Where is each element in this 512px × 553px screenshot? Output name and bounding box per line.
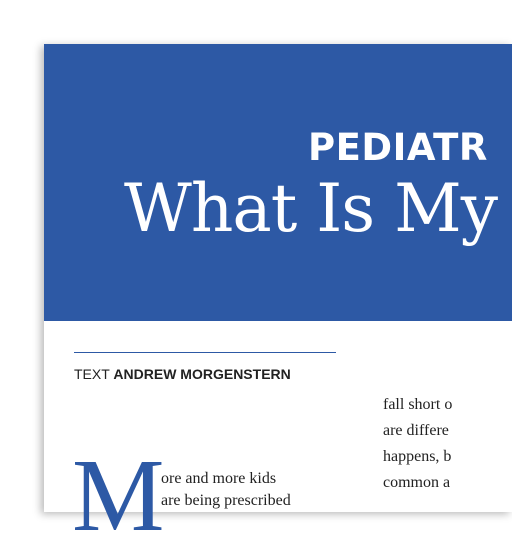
- article-headline: What Is My: [124, 170, 497, 247]
- byline-prefix: TEXT: [74, 366, 110, 382]
- drop-cap: M: [72, 438, 165, 553]
- body-column-1: [161, 468, 361, 512]
- byline-author: ANDREW MORGENSTERN: [113, 366, 291, 382]
- body-line: ore and more kids: [161, 470, 277, 487]
- body-line: happens, b: [383, 448, 452, 465]
- body-line: are being prescribed: [161, 492, 291, 509]
- section-kicker: PEDIATR: [308, 126, 488, 169]
- body-line: are differe: [383, 422, 449, 439]
- body-column-2: [383, 392, 503, 496]
- body-line: common a: [383, 474, 451, 491]
- byline-divider: [74, 352, 336, 353]
- header-banner: [44, 44, 512, 321]
- body-line: fall short o: [383, 396, 453, 413]
- byline: [74, 366, 291, 382]
